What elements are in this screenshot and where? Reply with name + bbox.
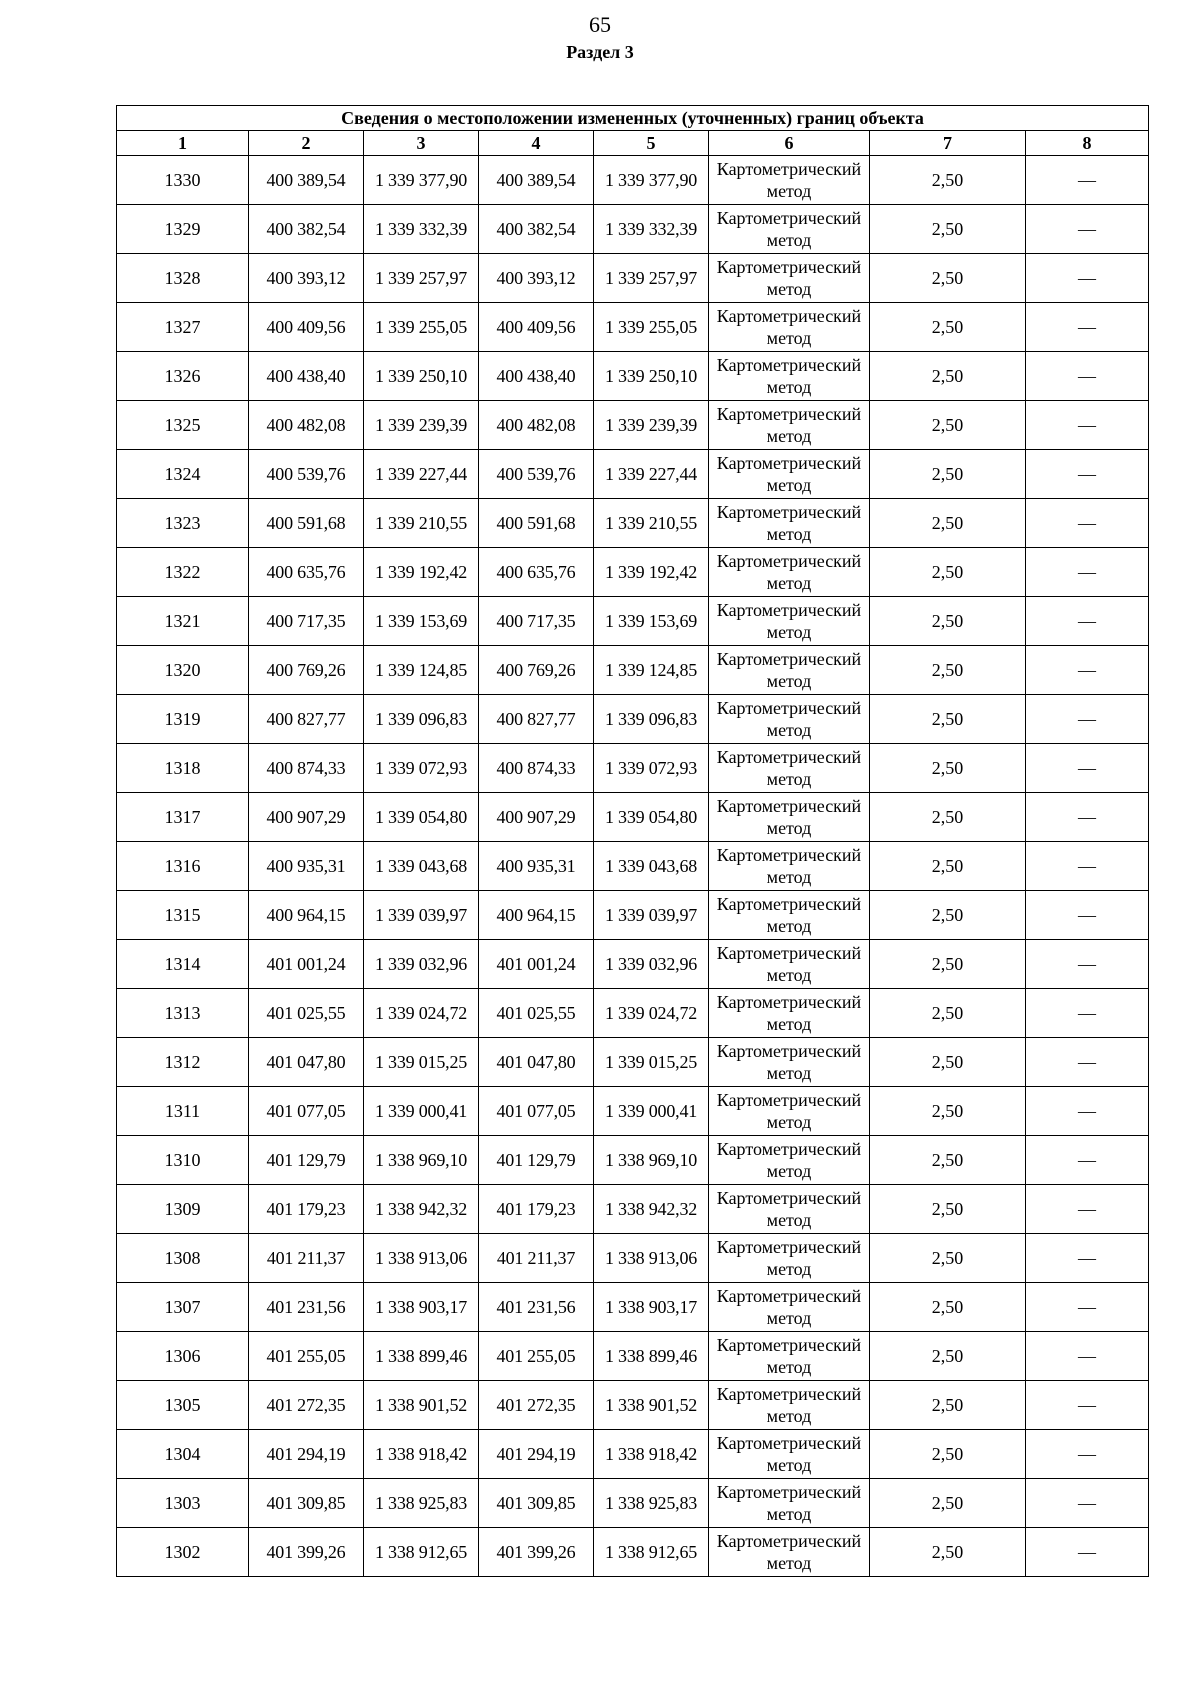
table-cell-col-7: 2,50 <box>870 1332 1026 1381</box>
table-cell-col-7: 2,50 <box>870 205 1026 254</box>
table-cell-col-6: Картометрический метод <box>709 695 870 744</box>
table-row <box>117 156 1149 205</box>
table-cell-col-3: 1 339 039,97 <box>364 891 479 940</box>
table-cell-col-6: Картометрический метод <box>709 303 870 352</box>
table-cell-col-5: 1 339 043,68 <box>594 842 709 891</box>
table-cell-col-7: 2,50 <box>870 156 1026 205</box>
table-cell-col-5: 1 338 942,32 <box>594 1185 709 1234</box>
table-cell-col-6: Картометрический метод <box>709 548 870 597</box>
table-cell-col-1: 1311 <box>117 1087 249 1136</box>
table-cell-col-2: 400 438,40 <box>249 352 364 401</box>
table-cell-col-6: Картометрический метод <box>709 1283 870 1332</box>
table-cell-col-3: 1 339 377,90 <box>364 156 479 205</box>
table-cell-col-3: 1 339 015,25 <box>364 1038 479 1087</box>
table-cell-col-1: 1325 <box>117 401 249 450</box>
table-cell-col-8: — <box>1026 695 1149 744</box>
table-cell-col-4: 401 179,23 <box>479 1185 594 1234</box>
table-cell-col-7: 2,50 <box>870 1430 1026 1479</box>
table-cell-col-8: — <box>1026 597 1149 646</box>
table-cell-col-3: 1 339 257,97 <box>364 254 479 303</box>
table-row <box>117 989 1149 1038</box>
table-cell-col-2: 400 935,31 <box>249 842 364 891</box>
table-cell-col-3: 1 338 969,10 <box>364 1136 479 1185</box>
table-row <box>117 1136 1149 1185</box>
table-cell-col-3: 1 338 942,32 <box>364 1185 479 1234</box>
table-cell-col-8: — <box>1026 254 1149 303</box>
table-row <box>117 254 1149 303</box>
table-row <box>117 1234 1149 1283</box>
table-cell-col-6: Картометрический метод <box>709 1479 870 1528</box>
table-cell-col-7: 2,50 <box>870 989 1026 1038</box>
table-cell-col-8: — <box>1026 401 1149 450</box>
table-cell-col-2: 401 179,23 <box>249 1185 364 1234</box>
table-cell-col-5: 1 338 903,17 <box>594 1283 709 1332</box>
column-header-8: 8 <box>1026 131 1149 156</box>
column-header-2: 2 <box>249 131 364 156</box>
table-cell-col-7: 2,50 <box>870 891 1026 940</box>
table-cell-col-8: — <box>1026 352 1149 401</box>
table-row <box>117 1332 1149 1381</box>
table-row <box>117 793 1149 842</box>
table-cell-col-7: 2,50 <box>870 1381 1026 1430</box>
table-cell-col-5: 1 339 332,39 <box>594 205 709 254</box>
table-cell-col-1: 1323 <box>117 499 249 548</box>
table-cell-col-5: 1 339 192,42 <box>594 548 709 597</box>
table-cell-col-2: 401 294,19 <box>249 1430 364 1479</box>
table-cell-col-1: 1320 <box>117 646 249 695</box>
table-row <box>117 1479 1149 1528</box>
table-cell-col-5: 1 338 925,83 <box>594 1479 709 1528</box>
column-header-3: 3 <box>364 131 479 156</box>
table-cell-col-1: 1319 <box>117 695 249 744</box>
table-cell-col-2: 401 399,26 <box>249 1528 364 1577</box>
table-cell-col-8: — <box>1026 1430 1149 1479</box>
table-row <box>117 1528 1149 1577</box>
table-cell-col-5: 1 339 257,97 <box>594 254 709 303</box>
table-cell-col-2: 400 635,76 <box>249 548 364 597</box>
table-cell-col-5: 1 339 210,55 <box>594 499 709 548</box>
table-cell-col-6: Картометрический метод <box>709 842 870 891</box>
column-header-1: 1 <box>117 131 249 156</box>
table-cell-col-6: Картометрический метод <box>709 1038 870 1087</box>
table-row <box>117 744 1149 793</box>
table-cell-col-7: 2,50 <box>870 1479 1026 1528</box>
table-cell-col-4: 401 399,26 <box>479 1528 594 1577</box>
table-cell-col-4: 401 025,55 <box>479 989 594 1038</box>
table-cell-col-8: — <box>1026 1528 1149 1577</box>
table-cell-col-1: 1302 <box>117 1528 249 1577</box>
table-cell-col-7: 2,50 <box>870 1136 1026 1185</box>
column-header-6: 6 <box>709 131 870 156</box>
table-cell-col-6: Картометрический метод <box>709 793 870 842</box>
table-cell-col-1: 1322 <box>117 548 249 597</box>
table-cell-col-5: 1 338 918,42 <box>594 1430 709 1479</box>
table-cell-col-1: 1304 <box>117 1430 249 1479</box>
table-row <box>117 1283 1149 1332</box>
table-cell-col-4: 400 769,26 <box>479 646 594 695</box>
table-cell-col-4: 400 935,31 <box>479 842 594 891</box>
table-cell-col-8: — <box>1026 1136 1149 1185</box>
coordinates-table <box>116 105 1149 1577</box>
table-row <box>117 842 1149 891</box>
table-cell-col-6: Картометрический метод <box>709 940 870 989</box>
table-row <box>117 646 1149 695</box>
table-cell-col-8: — <box>1026 744 1149 793</box>
table-cell-col-5: 1 339 039,97 <box>594 891 709 940</box>
table-cell-col-6: Картометрический метод <box>709 744 870 793</box>
table-body <box>117 156 1149 1577</box>
table-cell-col-6: Картометрический метод <box>709 891 870 940</box>
table-cell-col-3: 1 338 913,06 <box>364 1234 479 1283</box>
table-cell-col-2: 400 393,12 <box>249 254 364 303</box>
table-cell-col-4: 400 717,35 <box>479 597 594 646</box>
table-cell-col-4: 401 294,19 <box>479 1430 594 1479</box>
table-cell-col-4: 400 393,12 <box>479 254 594 303</box>
table-cell-col-2: 401 129,79 <box>249 1136 364 1185</box>
table-cell-col-2: 400 717,35 <box>249 597 364 646</box>
table-cell-col-8: — <box>1026 303 1149 352</box>
table-cell-col-5: 1 338 912,65 <box>594 1528 709 1577</box>
table-cell-col-3: 1 339 124,85 <box>364 646 479 695</box>
table-row <box>117 548 1149 597</box>
table-row <box>117 352 1149 401</box>
table-row <box>117 401 1149 450</box>
table-cell-col-3: 1 339 153,69 <box>364 597 479 646</box>
table-cell-col-1: 1330 <box>117 156 249 205</box>
table-row <box>117 1185 1149 1234</box>
table-cell-col-6: Картометрический метод <box>709 254 870 303</box>
table-cell-col-6: Картометрический метод <box>709 1381 870 1430</box>
table-cell-col-4: 401 001,24 <box>479 940 594 989</box>
table-cell-col-2: 401 211,37 <box>249 1234 364 1283</box>
table-row <box>117 1430 1149 1479</box>
table-cell-col-3: 1 339 072,93 <box>364 744 479 793</box>
table-cell-col-6: Картометрический метод <box>709 1136 870 1185</box>
table-cell-col-2: 401 231,56 <box>249 1283 364 1332</box>
table-cell-col-5: 1 339 024,72 <box>594 989 709 1038</box>
table-cell-col-2: 400 539,76 <box>249 450 364 499</box>
table-cell-col-1: 1303 <box>117 1479 249 1528</box>
table-cell-col-1: 1306 <box>117 1332 249 1381</box>
table-cell-col-1: 1307 <box>117 1283 249 1332</box>
table-cell-col-4: 400 482,08 <box>479 401 594 450</box>
table-cell-col-3: 1 339 054,80 <box>364 793 479 842</box>
table-cell-col-7: 2,50 <box>870 352 1026 401</box>
table-cell-col-7: 2,50 <box>870 793 1026 842</box>
table-cell-col-5: 1 339 032,96 <box>594 940 709 989</box>
table-cell-col-1: 1316 <box>117 842 249 891</box>
table-cell-col-8: — <box>1026 1087 1149 1136</box>
table-cell-col-1: 1317 <box>117 793 249 842</box>
table-cell-col-4: 401 077,05 <box>479 1087 594 1136</box>
table-cell-col-3: 1 339 239,39 <box>364 401 479 450</box>
table-cell-col-2: 401 001,24 <box>249 940 364 989</box>
table-cell-col-8: — <box>1026 1479 1149 1528</box>
table-cell-col-4: 400 591,68 <box>479 499 594 548</box>
table-cell-col-4: 400 827,77 <box>479 695 594 744</box>
table-cell-col-6: Картометрический метод <box>709 401 870 450</box>
table-cell-col-5: 1 338 899,46 <box>594 1332 709 1381</box>
table-cell-col-6: Картометрический метод <box>709 1087 870 1136</box>
table-row <box>117 940 1149 989</box>
table-cell-col-3: 1 338 925,83 <box>364 1479 479 1528</box>
table-cell-col-1: 1315 <box>117 891 249 940</box>
table-cell-col-6: Картометрический метод <box>709 646 870 695</box>
table-cell-col-3: 1 339 000,41 <box>364 1087 479 1136</box>
table-cell-col-7: 2,50 <box>870 695 1026 744</box>
table-cell-col-8: — <box>1026 989 1149 1038</box>
table-cell-col-1: 1310 <box>117 1136 249 1185</box>
table-cell-col-8: — <box>1026 205 1149 254</box>
section-title: Раздел 3 <box>566 42 634 62</box>
table-cell-col-3: 1 339 096,83 <box>364 695 479 744</box>
table-cell-col-5: 1 338 901,52 <box>594 1381 709 1430</box>
table-cell-col-7: 2,50 <box>870 499 1026 548</box>
table-cell-col-1: 1308 <box>117 1234 249 1283</box>
table-cell-col-2: 400 482,08 <box>249 401 364 450</box>
table-cell-col-2: 400 827,77 <box>249 695 364 744</box>
table-cell-col-4: 400 964,15 <box>479 891 594 940</box>
table-cell-col-2: 401 025,55 <box>249 989 364 1038</box>
table-cell-col-2: 400 591,68 <box>249 499 364 548</box>
table-cell-col-1: 1327 <box>117 303 249 352</box>
table-cell-col-5: 1 339 015,25 <box>594 1038 709 1087</box>
table-cell-col-3: 1 339 192,42 <box>364 548 479 597</box>
table-cell-col-3: 1 339 250,10 <box>364 352 479 401</box>
table-cell-col-1: 1305 <box>117 1381 249 1430</box>
table-cell-col-8: — <box>1026 156 1149 205</box>
table-cell-col-5: 1 339 377,90 <box>594 156 709 205</box>
table-cell-col-3: 1 338 903,17 <box>364 1283 479 1332</box>
table-cell-col-7: 2,50 <box>870 744 1026 793</box>
table-cell-col-5: 1 339 227,44 <box>594 450 709 499</box>
table-cell-col-4: 401 255,05 <box>479 1332 594 1381</box>
table-row <box>117 597 1149 646</box>
table-cell-col-5: 1 339 124,85 <box>594 646 709 695</box>
table-row <box>117 1381 1149 1430</box>
table-cell-col-1: 1318 <box>117 744 249 793</box>
table-cell-col-7: 2,50 <box>870 1038 1026 1087</box>
table-cell-col-1: 1312 <box>117 1038 249 1087</box>
table-cell-col-3: 1 339 032,96 <box>364 940 479 989</box>
table-cell-col-7: 2,50 <box>870 450 1026 499</box>
table-row <box>117 205 1149 254</box>
table-cell-col-6: Картометрический метод <box>709 597 870 646</box>
table-cell-col-8: — <box>1026 1038 1149 1087</box>
table-row <box>117 891 1149 940</box>
table-cell-col-6: Картометрический метод <box>709 1185 870 1234</box>
table-cell-col-5: 1 339 000,41 <box>594 1087 709 1136</box>
table-cell-col-5: 1 339 255,05 <box>594 303 709 352</box>
table-cell-col-4: 401 211,37 <box>479 1234 594 1283</box>
table-cell-col-4: 400 382,54 <box>479 205 594 254</box>
table-cell-col-4: 400 907,29 <box>479 793 594 842</box>
table-cell-col-3: 1 338 899,46 <box>364 1332 479 1381</box>
table-cell-col-7: 2,50 <box>870 1528 1026 1577</box>
table-cell-col-8: — <box>1026 793 1149 842</box>
table-cell-col-7: 2,50 <box>870 646 1026 695</box>
table-cell-col-6: Картометрический метод <box>709 352 870 401</box>
table-row <box>117 1087 1149 1136</box>
table-cell-col-2: 400 409,56 <box>249 303 364 352</box>
table-cell-col-3: 1 339 255,05 <box>364 303 479 352</box>
table-cell-col-7: 2,50 <box>870 401 1026 450</box>
table-cell-col-8: — <box>1026 1234 1149 1283</box>
table-cell-col-3: 1 339 043,68 <box>364 842 479 891</box>
table-cell-col-6: Картометрический метод <box>709 156 870 205</box>
table-cell-col-6: Картометрический метод <box>709 989 870 1038</box>
table-cell-col-1: 1326 <box>117 352 249 401</box>
table-cell-col-8: — <box>1026 1185 1149 1234</box>
table-caption: Сведения о местоположении измененных (уточненных) границ объекта <box>117 106 1149 131</box>
table-cell-col-3: 1 339 227,44 <box>364 450 479 499</box>
table-cell-col-2: 400 382,54 <box>249 205 364 254</box>
table-cell-col-5: 1 339 153,69 <box>594 597 709 646</box>
table-cell-col-7: 2,50 <box>870 597 1026 646</box>
table-cell-col-7: 2,50 <box>870 1283 1026 1332</box>
table-cell-col-8: — <box>1026 1332 1149 1381</box>
table-cell-col-1: 1324 <box>117 450 249 499</box>
table-cell-col-7: 2,50 <box>870 254 1026 303</box>
table-cell-col-5: 1 339 239,39 <box>594 401 709 450</box>
table-cell-col-3: 1 338 912,65 <box>364 1528 479 1577</box>
table-cell-col-2: 401 077,05 <box>249 1087 364 1136</box>
table-cell-col-8: — <box>1026 1381 1149 1430</box>
table-cell-col-2: 401 047,80 <box>249 1038 364 1087</box>
column-header-7: 7 <box>870 131 1026 156</box>
table-cell-col-2: 400 769,26 <box>249 646 364 695</box>
table-cell-col-4: 400 635,76 <box>479 548 594 597</box>
table-cell-col-1: 1309 <box>117 1185 249 1234</box>
table-cell-col-7: 2,50 <box>870 940 1026 989</box>
table-cell-col-4: 401 272,35 <box>479 1381 594 1430</box>
table-cell-col-4: 400 874,33 <box>479 744 594 793</box>
table-cell-col-4: 401 047,80 <box>479 1038 594 1087</box>
table-cell-col-4: 400 409,56 <box>479 303 594 352</box>
table-cell-col-2: 400 907,29 <box>249 793 364 842</box>
table-cell-col-8: — <box>1026 548 1149 597</box>
table-cell-col-5: 1 339 096,83 <box>594 695 709 744</box>
table-cell-col-4: 400 539,76 <box>479 450 594 499</box>
table-cell-col-3: 1 338 901,52 <box>364 1381 479 1430</box>
column-header-4: 4 <box>479 131 594 156</box>
table-cell-col-4: 400 438,40 <box>479 352 594 401</box>
column-header-5: 5 <box>594 131 709 156</box>
table-cell-col-8: — <box>1026 891 1149 940</box>
table-cell-col-4: 400 389,54 <box>479 156 594 205</box>
column-number-row <box>117 131 1149 156</box>
table-cell-col-4: 401 129,79 <box>479 1136 594 1185</box>
table-cell-col-1: 1314 <box>117 940 249 989</box>
page-number: 65 <box>589 12 611 37</box>
table-cell-col-7: 2,50 <box>870 1234 1026 1283</box>
table-cell-col-3: 1 339 024,72 <box>364 989 479 1038</box>
table-cell-col-8: — <box>1026 842 1149 891</box>
table-cell-col-1: 1329 <box>117 205 249 254</box>
table-cell-col-8: — <box>1026 499 1149 548</box>
table-cell-col-4: 401 309,85 <box>479 1479 594 1528</box>
table-cell-col-6: Картометрический метод <box>709 499 870 548</box>
table-cell-col-1: 1313 <box>117 989 249 1038</box>
table-row <box>117 499 1149 548</box>
table-row <box>117 695 1149 744</box>
table-cell-col-7: 2,50 <box>870 548 1026 597</box>
table-cell-col-6: Картометрический метод <box>709 1430 870 1479</box>
table-cell-col-6: Картометрический метод <box>709 1332 870 1381</box>
table-cell-col-5: 1 338 969,10 <box>594 1136 709 1185</box>
table-cell-col-2: 401 272,35 <box>249 1381 364 1430</box>
table-row <box>117 450 1149 499</box>
table-cell-col-5: 1 339 250,10 <box>594 352 709 401</box>
table-cell-col-2: 400 874,33 <box>249 744 364 793</box>
table-cell-col-5: 1 339 072,93 <box>594 744 709 793</box>
table-cell-col-5: 1 338 913,06 <box>594 1234 709 1283</box>
table-cell-col-5: 1 339 054,80 <box>594 793 709 842</box>
table-cell-col-2: 401 255,05 <box>249 1332 364 1381</box>
table-cell-col-6: Картометрический метод <box>709 205 870 254</box>
table-cell-col-7: 2,50 <box>870 842 1026 891</box>
table-cell-col-6: Картометрический метод <box>709 1234 870 1283</box>
table-cell-col-6: Картометрический метод <box>709 1528 870 1577</box>
table-cell-col-7: 2,50 <box>870 1185 1026 1234</box>
table-cell-col-1: 1328 <box>117 254 249 303</box>
table-cell-col-7: 2,50 <box>870 1087 1026 1136</box>
table-cell-col-1: 1321 <box>117 597 249 646</box>
table-cell-col-2: 400 964,15 <box>249 891 364 940</box>
table-cell-col-8: — <box>1026 450 1149 499</box>
table-cell-col-3: 1 339 332,39 <box>364 205 479 254</box>
table-cell-col-3: 1 338 918,42 <box>364 1430 479 1479</box>
table-cell-col-2: 400 389,54 <box>249 156 364 205</box>
table-row <box>117 303 1149 352</box>
table-cell-col-7: 2,50 <box>870 303 1026 352</box>
table-row <box>117 1038 1149 1087</box>
table-cell-col-3: 1 339 210,55 <box>364 499 479 548</box>
table-cell-col-2: 401 309,85 <box>249 1479 364 1528</box>
table-cell-col-8: — <box>1026 1283 1149 1332</box>
table-cell-col-6: Картометрический метод <box>709 450 870 499</box>
table-cell-col-8: — <box>1026 940 1149 989</box>
table-cell-col-8: — <box>1026 646 1149 695</box>
table-cell-col-4: 401 231,56 <box>479 1283 594 1332</box>
